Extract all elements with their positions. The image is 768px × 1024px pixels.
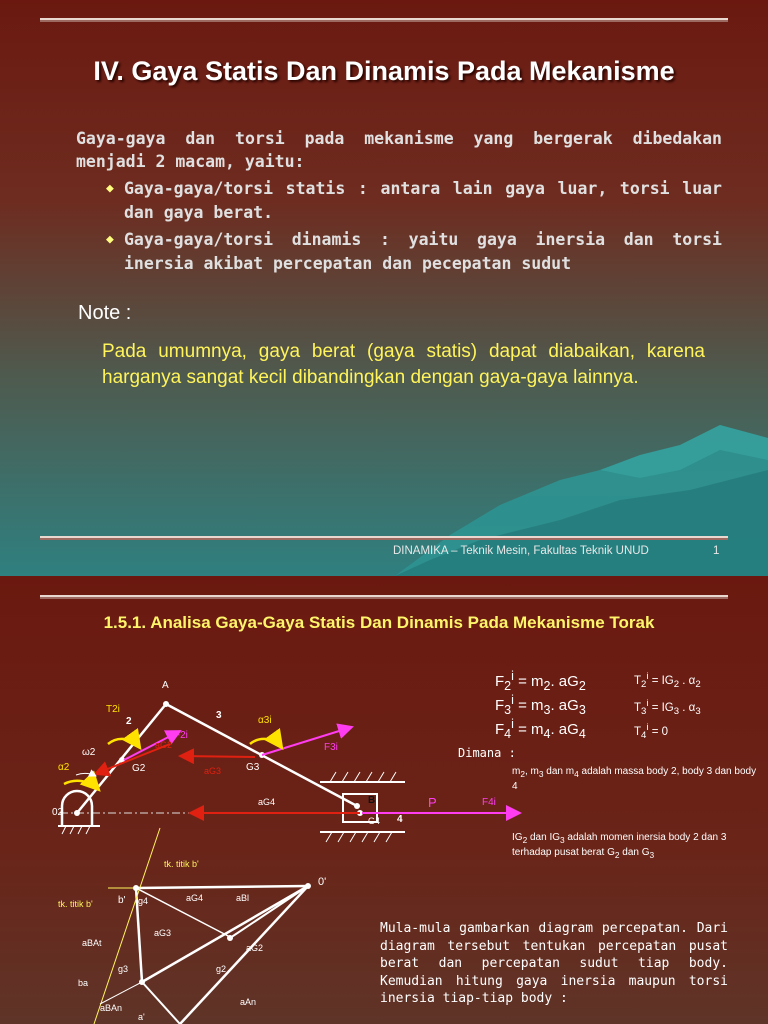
equation-t3: $T_3^i = IG_3$ . $\alpha_3$ <box>634 698 701 718</box>
equation-f3: $F_3^i = m_3$. $aG_3$ <box>495 693 586 717</box>
intro-text: Gaya-gaya dan torsi pada mekanisme yang bergerak dibedakan menjadi 2 macam, yaitu: <box>76 129 722 171</box>
label-O2: 02 <box>52 807 64 818</box>
label-alpha2: α2 <box>58 762 70 773</box>
label-B: B <box>368 795 376 806</box>
line-tk-b-vertical <box>94 828 160 1024</box>
label-link2: 2 <box>126 716 132 727</box>
label-aG2: aG2 <box>155 740 173 750</box>
label-F4i: F4i <box>482 797 496 808</box>
label-aG3: aG3 <box>204 766 222 776</box>
bullet-static <box>106 177 722 225</box>
label-poly-aG4: aG4 <box>186 893 204 903</box>
label-poly-aG3: aG3 <box>154 928 172 938</box>
equation-f2: $F_2^i = m_2$. $aG_2$ <box>495 669 586 693</box>
diamond-bullet-icon: ◆ <box>106 232 114 247</box>
note-label: Note : <box>78 302 132 324</box>
label-aAn: aAn <box>240 997 257 1007</box>
alpha-3-arc <box>250 739 282 748</box>
mass-note: $m_2$, $m_3$ dan $m_4$ adalah massa body 2, body 3 dan body 4 <box>512 766 757 792</box>
slide-2 <box>0 576 768 1024</box>
diamond-bullet-icon: ◆ <box>106 181 114 196</box>
label-link3: 3 <box>216 710 222 721</box>
label-poly-aG2: aG2 <box>246 943 264 953</box>
label-aBAn: aBAn <box>100 1003 123 1013</box>
label-a-prime: a' <box>138 1012 145 1022</box>
label-link4: 4 <box>397 814 403 825</box>
poly-aG4 <box>136 886 308 888</box>
label-G3: G3 <box>246 762 260 773</box>
label-aG4: aG4 <box>258 797 276 807</box>
label-F2i: F2i <box>174 730 188 741</box>
bullet-static-text: Gaya-gaya/torsi statis : antara lain gaya luar, torsi luar dan gaya berat. <box>124 179 722 222</box>
equation-f4: $F_4^i = m_4$. $aG_4$ <box>495 717 586 741</box>
label-A: A <box>162 680 169 691</box>
label-aBAt: aBAt <box>82 938 102 948</box>
label-alpha3: α3i <box>258 715 272 726</box>
slide-title: 1.5.1. Analisa Gaya-Gaya Statis Dan Dinamis Pada Mekanisme Torak <box>103 613 655 632</box>
equation-t4: $T_4^i = 0$ <box>634 722 669 742</box>
slider-crank-mechanism <box>0 576 768 1024</box>
label-T2i: T2i <box>106 704 120 715</box>
label-F3i: F3i <box>324 742 338 753</box>
omega-2-arc <box>76 773 96 776</box>
label-ba: ba <box>78 978 89 988</box>
bottom-rule <box>40 536 728 540</box>
label-P: P <box>428 795 437 810</box>
label-tk-b-left: tk. titik b' <box>58 899 93 909</box>
label-g2: g2 <box>216 964 227 974</box>
label-omega2: ω2 <box>82 747 96 758</box>
label-o-prime: 0' <box>318 876 327 888</box>
inertia-note: $IG_2$ dan $IG_3$ adalah momen inersia body 2 dan 3 terhadap pusat berat $G_2$ dan $G_3$ <box>512 832 727 860</box>
label-G2: G2 <box>132 763 146 774</box>
label-G4: G4 <box>368 816 381 826</box>
label-g4: g4 <box>138 896 149 906</box>
bullet-dynamic-text: Gaya-gaya/torsi dinamis : yaitu gaya inersia dan torsi inersia akibat percepatan dan pecepatan sudut <box>124 230 722 273</box>
note-text: Pada umumnya, gaya berat (gaya statis) dapat diabaikan, karena harganya sangat kecil dibandingkan dengan gaya-gaya lainnya. <box>102 341 705 388</box>
label-b-prime: b' <box>118 895 126 906</box>
dimana-label: Dimana : <box>458 746 516 760</box>
accel-g3-arrow <box>180 756 255 757</box>
label-aBl: aBl <box>236 893 250 903</box>
equation-t2: $T_2^i = IG_2$ . $\alpha_2$ <box>634 671 701 691</box>
label-g3: g3 <box>118 964 129 974</box>
label-tk-b-top: tk. titik b' <box>164 859 199 869</box>
page-number: 1 <box>713 545 720 557</box>
footer-text: DINAMIKA – Teknik Mesin, Fakultas Teknik UNUD <box>393 545 649 557</box>
alpha-2-arc <box>64 781 99 790</box>
ground-pivot <box>62 791 92 826</box>
slide-title: IV. Gaya Statis Dan Dinamis Pada Mekanisme <box>93 56 675 86</box>
bullet-dynamic <box>106 228 722 276</box>
procedure-paragraph: Mula-mula gambarkan diagram percepatan. Dari diagram tersebut tentukan percepatan pusat berat dan percepatan sudut tiap body. Kemudian hitung gaya inersia maupun torsi inersia tiap-tiap body : <box>380 921 728 1006</box>
